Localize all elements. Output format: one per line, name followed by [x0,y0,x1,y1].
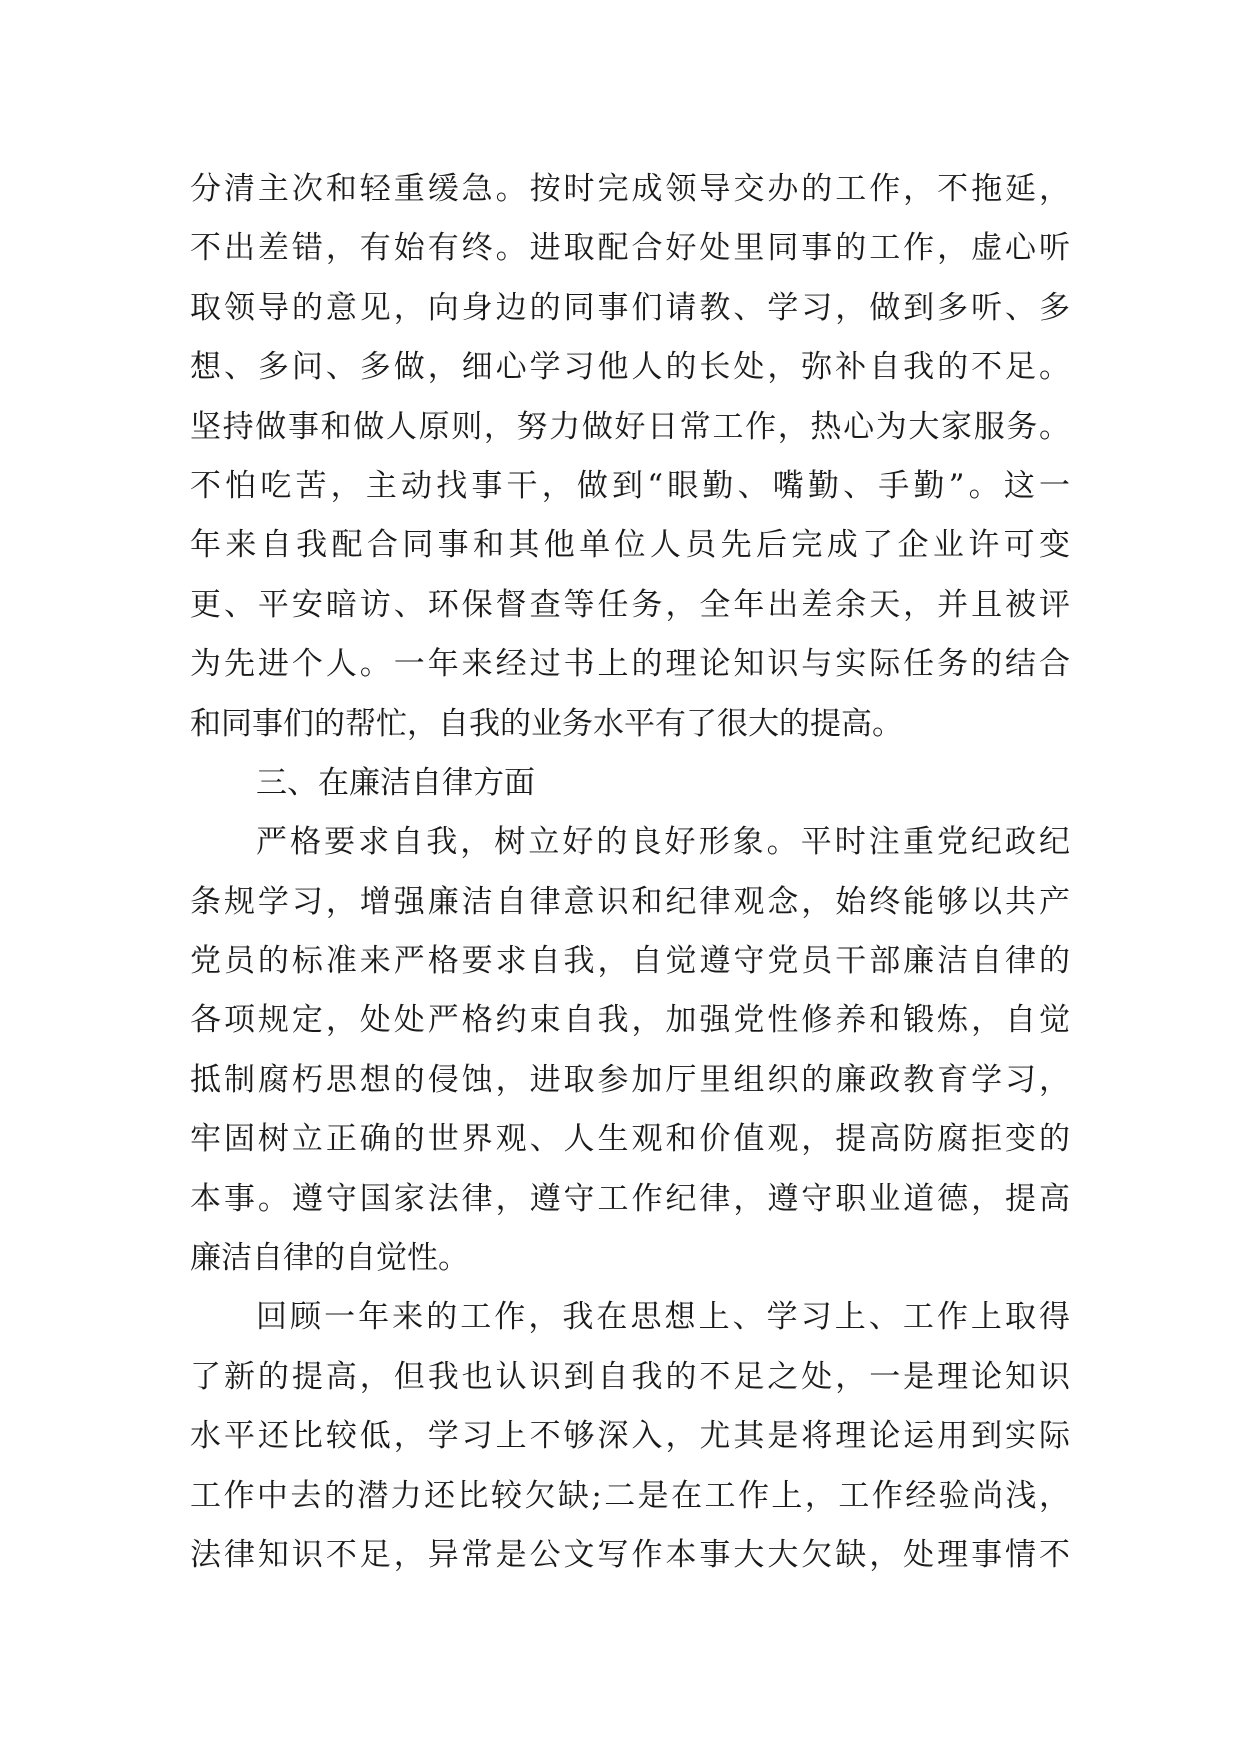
body-text [190,160,1070,1585]
text-line: 取领导的意见，向身边的同事们请教、学习，做到多听、多 [190,289,1070,326]
text-line: 坚持做事和做人原则，努力做好日常工作，热心为大家服务。 [190,408,1070,445]
text-line: 各项规定，处处严格约束自我，加强党性修养和锻炼，自觉 [190,1002,1070,1039]
text-line: 抵制腐朽思想的侵蚀，进取参加厅里组织的廉政教育学习， [190,1061,1070,1098]
text-line: 严格要求自我，树立好的良好形象。平时注重党纪政纪 [256,824,1070,861]
text-line: 条规学习，增强廉洁自律意识和纪律观念，始终能够以共产 [190,883,1070,920]
text-line: 为先进个人。一年来经过书上的理论知识与实际任务的结合 [190,646,1070,683]
text-line: 牢固树立正确的世界观、人生观和价值观，提高防腐拒变的 [190,1121,1070,1158]
text-line: 和同事们的帮忙，自我的业务水平有了很大的提高。 [190,705,903,742]
text-line: 不出差错，有始有终。进取配合好处里同事的工作，虚心听 [190,230,1070,267]
text-line: 水平还比较低，学习上不够深入，尤其是将理论运用到实际 [190,1418,1070,1455]
text-line: 更、平安暗访、环保督查等任务，全年出差余天，并且被评 [190,586,1070,623]
text-line: 党员的标准来严格要求自我，自觉遵守党员干部廉洁自律的 [190,943,1070,980]
text-line: 法律知识不足，异常是公文写作本事大大欠缺，处理事情不 [190,1536,1070,1573]
text-line: 廉洁自律的自觉性。 [190,1240,469,1277]
section-heading: 三、在廉洁自律方面 [256,764,535,801]
text-line: 分清主次和轻重缓急。按时完成领导交办的工作，不拖延， [190,171,1070,207]
text-line: 本事。遵守国家法律，遵守工作纪律，遵守职业道德，提高 [190,1180,1070,1217]
text-line: 回顾一年来的工作，我在思想上、学习上、工作上取得 [256,1299,1070,1336]
text-line: 想、多问、多做，细心学习他人的长处，弥补自我的不足。 [190,349,1070,386]
text-line: 了新的提高，但我也认识到自我的不足之处，一是理论知识 [190,1358,1070,1395]
text-line: 不怕吃苦，主动找事干，做到“眼勤、嘴勤、手勤”。这一 [190,467,1070,504]
text-line: 工作中去的潜力还比较欠缺;二是在工作上，工作经验尚浅， [190,1477,1070,1514]
text-line: 年来自我配合同事和其他单位人员先后完成了企业许可变 [190,527,1070,564]
